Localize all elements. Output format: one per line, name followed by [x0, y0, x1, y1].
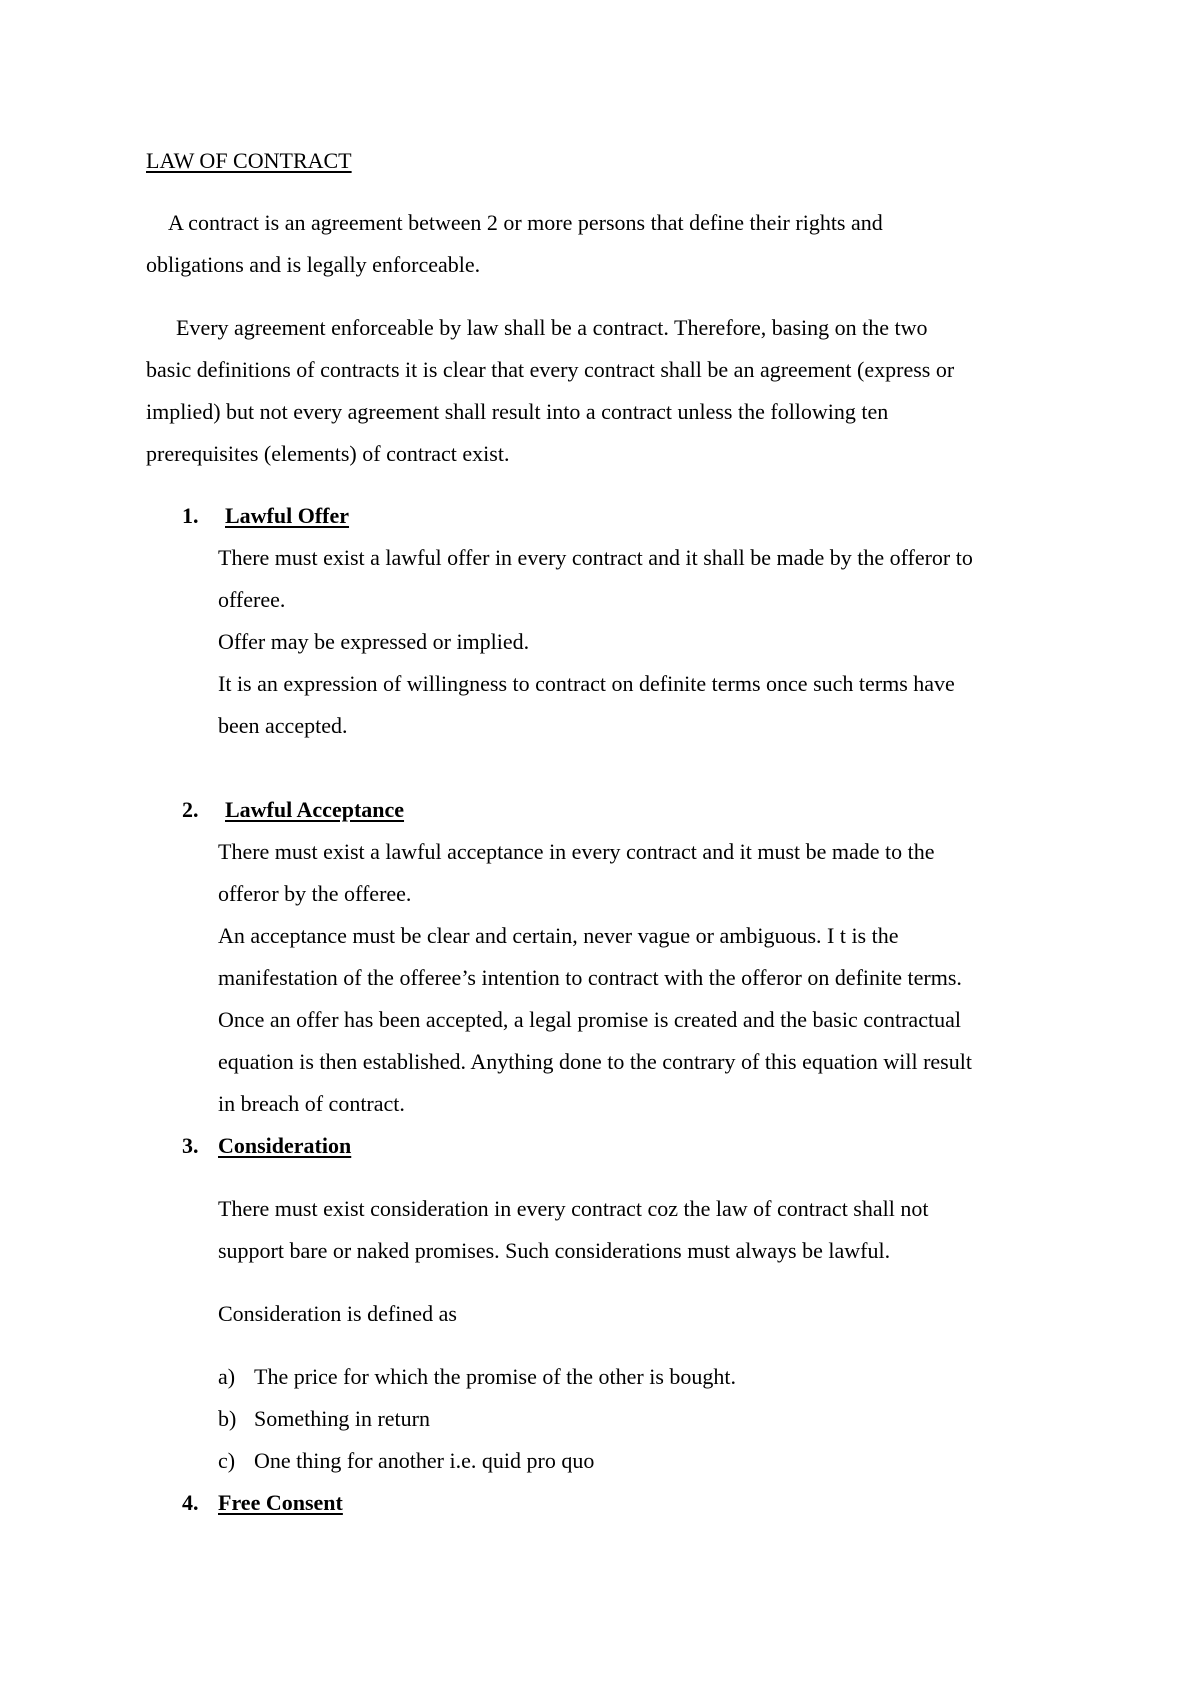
section-line: been accepted. — [218, 713, 348, 738]
section-line: Once an offer has been accepted, a legal promise is created and the basic contractual — [218, 1007, 961, 1032]
list-marker: b) — [218, 1406, 237, 1431]
intro-paragraph-2-line-1: Every agreement enforceable by law shall be a contract. Therefore, basing on the two — [176, 315, 928, 340]
section-line: An acceptance must be clear and certain, never vague or ambiguous. I t is the — [218, 923, 899, 948]
list-item: The price for which the promise of the other is bought. — [254, 1364, 737, 1389]
section-heading-lawful-acceptance: Lawful Acceptance — [225, 797, 405, 822]
intro-paragraph-2-line-3: implied) but not every agreement shall result into a contract unless the following ten — [146, 399, 889, 424]
section-line: There must exist a lawful offer in every contract and it shall be made by the offeror to — [218, 545, 973, 570]
section-line: manifestation of the offeree’s intention to contract with the offeror on definite terms. — [218, 965, 962, 990]
intro-paragraph-1-line-1: A contract is an agreement between 2 or more persons that define their rights and — [168, 210, 883, 235]
section-line: It is an expression of willingness to contract on definite terms once such terms have — [218, 671, 955, 696]
section-line: support bare or naked promises. Such considerations must always be lawful. — [218, 1238, 891, 1263]
section-number: 4. — [182, 1490, 199, 1515]
list-marker: a) — [218, 1364, 236, 1389]
list-item: Something in return — [254, 1406, 430, 1431]
section-heading-free-consent: Free Consent — [218, 1490, 343, 1515]
list-marker: c) — [218, 1448, 236, 1473]
section-heading-consideration: Consideration — [218, 1133, 352, 1158]
section-heading-lawful-offer: Lawful Offer — [225, 503, 350, 528]
section-line: There must exist consideration in every contract coz the law of contract shall not — [218, 1196, 929, 1221]
section-line: Consideration is defined as — [218, 1301, 457, 1326]
list-item: One thing for another i.e. quid pro quo — [254, 1448, 595, 1473]
section-line: in breach of contract. — [218, 1091, 405, 1116]
section-line: offeror by the offeree. — [218, 881, 412, 906]
section-line: Offer may be expressed or implied. — [218, 629, 530, 654]
section-line: There must exist a lawful acceptance in every contract and it must be made to the — [218, 839, 935, 864]
intro-paragraph-2-line-2: basic definitions of contracts it is clear that every contract shall be an agreement (express or — [146, 357, 955, 382]
document-title: LAW OF CONTRACT — [146, 148, 352, 173]
section-number: 1. — [182, 503, 199, 528]
section-number: 2. — [182, 797, 199, 822]
intro-paragraph-2-line-4: prerequisites (elements) of contract exist. — [146, 441, 510, 466]
section-line: offeree. — [218, 587, 286, 612]
section-line: equation is then established. Anything done to the contrary of this equation will result — [218, 1049, 972, 1074]
section-number: 3. — [182, 1133, 199, 1158]
intro-paragraph-1-line-2: obligations and is legally enforceable. — [146, 252, 481, 277]
